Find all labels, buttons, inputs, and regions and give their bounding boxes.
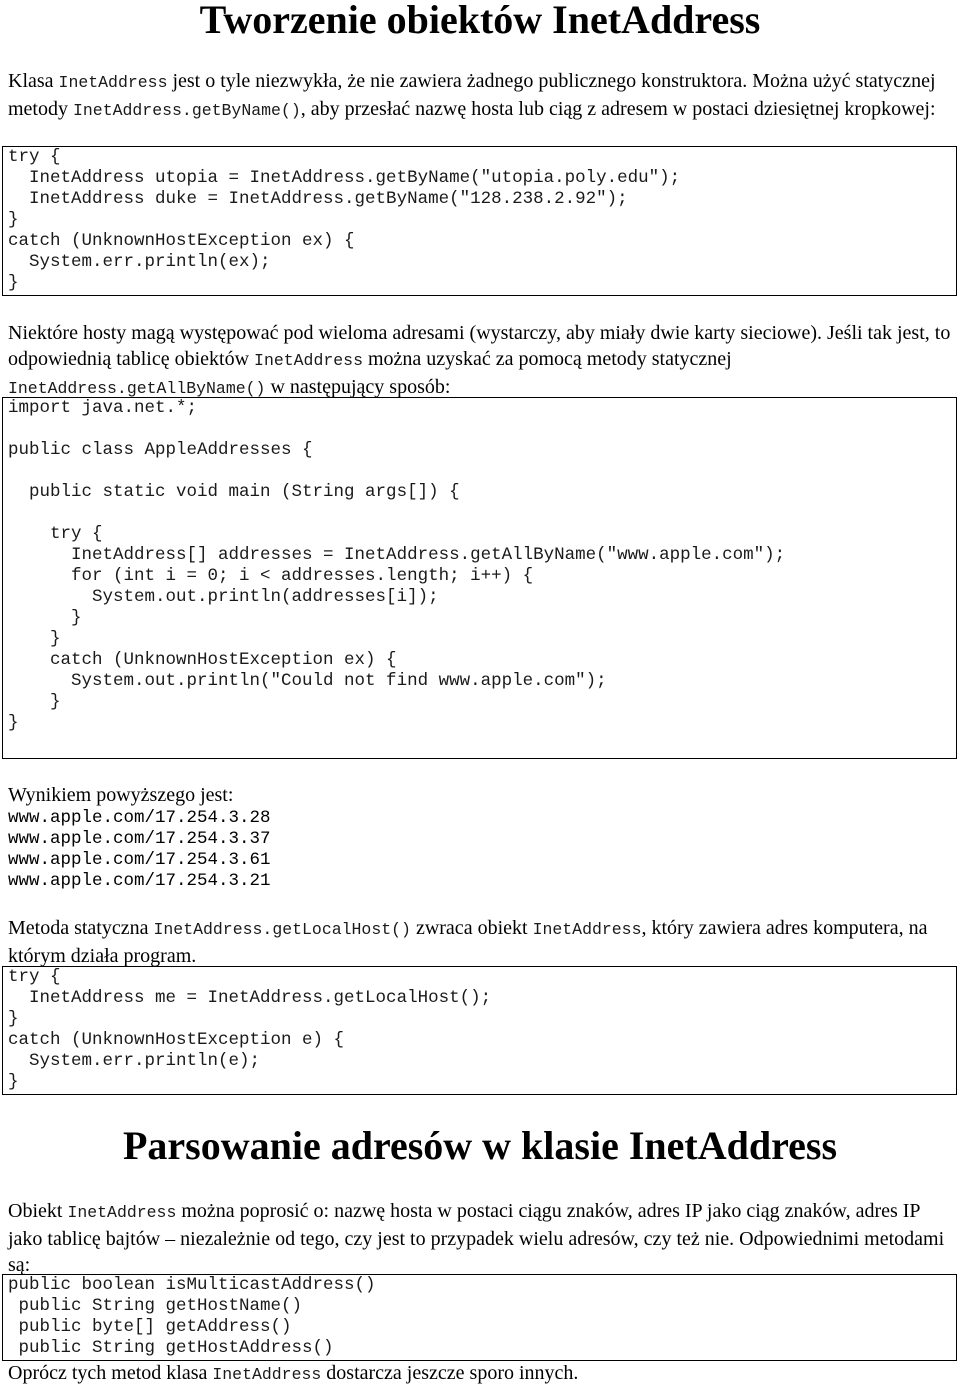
code-line <box>8 461 951 482</box>
code-line: } <box>8 629 61 649</box>
code-line: catch (UnknownHostException e) { <box>8 1030 345 1050</box>
code-block-getbyname <box>2 146 957 296</box>
code-line: } <box>8 1072 19 1092</box>
section-title-parsowanie: Parsowanie adresów w klasie InetAddress <box>122 1123 838 1168</box>
code-line: } <box>8 713 19 733</box>
code-line: www.apple.com/17.254.3.21 <box>8 871 271 891</box>
code-line: System.err.println(ex); <box>8 252 271 272</box>
code-line: public String getHostName() <box>8 1296 303 1316</box>
code-line: www.apple.com/17.254.3.28 <box>8 808 271 828</box>
code-line: } <box>8 273 19 293</box>
parsing-paragraph: Obiekt InetAddress można poprosić o: nazwę hosta w postaci ciągu znaków, adres IP jako ciąg znaków, adres IP jako tablicę bajtów – niezależnie od tego, czy jest to przypadek wielu adresów, czy też nie. Odpowiednimi metodami są: <box>8 1200 945 1276</box>
code-line <box>8 419 951 440</box>
code-line: try { <box>8 147 61 167</box>
code-line: catch (UnknownHostException ex) { <box>8 231 355 251</box>
code-line: } <box>8 1009 19 1029</box>
code-line: System.err.println(e); <box>8 1051 261 1071</box>
code-line: import java.net.*; <box>8 398 198 418</box>
closing-paragraph: Oprócz tych metod klasa InetAddress dostarcza jeszcze sporo innych. <box>8 1362 579 1384</box>
code-line: for (int i = 0; i < addresses.length; i++) { <box>8 566 534 586</box>
code-block-apple-addresses <box>2 397 957 759</box>
code-line <box>8 503 951 524</box>
get-local-host-paragraph: Metoda statyczna InetAddress.getLocalHost() zwraca obiekt InetAddress, który zawiera adres komputera, na którym działa program. <box>8 917 928 967</box>
code-line: System.out.println(addresses[i]); <box>8 587 439 607</box>
code-line: try { <box>8 967 61 987</box>
code-line: InetAddress utopia = InetAddress.getByName("utopia.poly.edu"); <box>8 168 681 188</box>
code-line: public boolean isMulticastAddress() <box>8 1275 376 1295</box>
code-line: public String getHostAddress() <box>8 1338 334 1358</box>
code-block-get-local-host <box>2 966 957 1095</box>
code-line: } <box>8 692 61 712</box>
code-line: public static void main (String args[]) { <box>8 482 460 502</box>
code-line: InetAddress[] addresses = InetAddress.getAllByName("www.apple.com"); <box>8 545 786 565</box>
code-line: System.out.println("Could not find www.apple.com"); <box>8 671 607 691</box>
code-line: www.apple.com/17.254.3.37 <box>8 829 271 849</box>
program-output <box>8 808 271 892</box>
code-line: www.apple.com/17.254.3.61 <box>8 850 271 870</box>
code-line: try { <box>8 524 103 544</box>
code-line: InetAddress me = InetAddress.getLocalHost(); <box>8 988 492 1008</box>
code-line: catch (UnknownHostException ex) { <box>8 650 397 670</box>
code-line: public byte[] getAddress() <box>8 1317 292 1337</box>
section-title-tworzenie: Tworzenie obiektów InetAddress <box>199 0 761 42</box>
code-line: } <box>8 210 19 230</box>
result-label: Wynikiem powyższego jest: <box>8 784 234 806</box>
multiple-addresses-paragraph: Niektóre hosty magą występować pod wieloma adresami (wystarczy, aby miały dwie karty sieciowe). Jeśli tak jest, to odpowiednią tablicę obiektów InetAddress można uzyskać za pomocą metody statycznej InetAddress.getAllByName() w następujący sposób: <box>8 322 951 398</box>
code-line: InetAddress duke = InetAddress.getByName("128.238.2.92"); <box>8 189 628 209</box>
code-block-methods <box>2 1274 957 1361</box>
code-line: } <box>8 608 82 628</box>
intro-paragraph: Klasa InetAddress jest o tyle niezwykła, że nie zawiera żadnego publicznego konstruktora. Można użyć statycznej metody InetAddress.getByName(), aby przesłać nazwę hosta lub ciąg z adresem w postaci dziesiętnej kropkowej: <box>8 70 936 120</box>
code-line: public class AppleAddresses { <box>8 440 313 460</box>
